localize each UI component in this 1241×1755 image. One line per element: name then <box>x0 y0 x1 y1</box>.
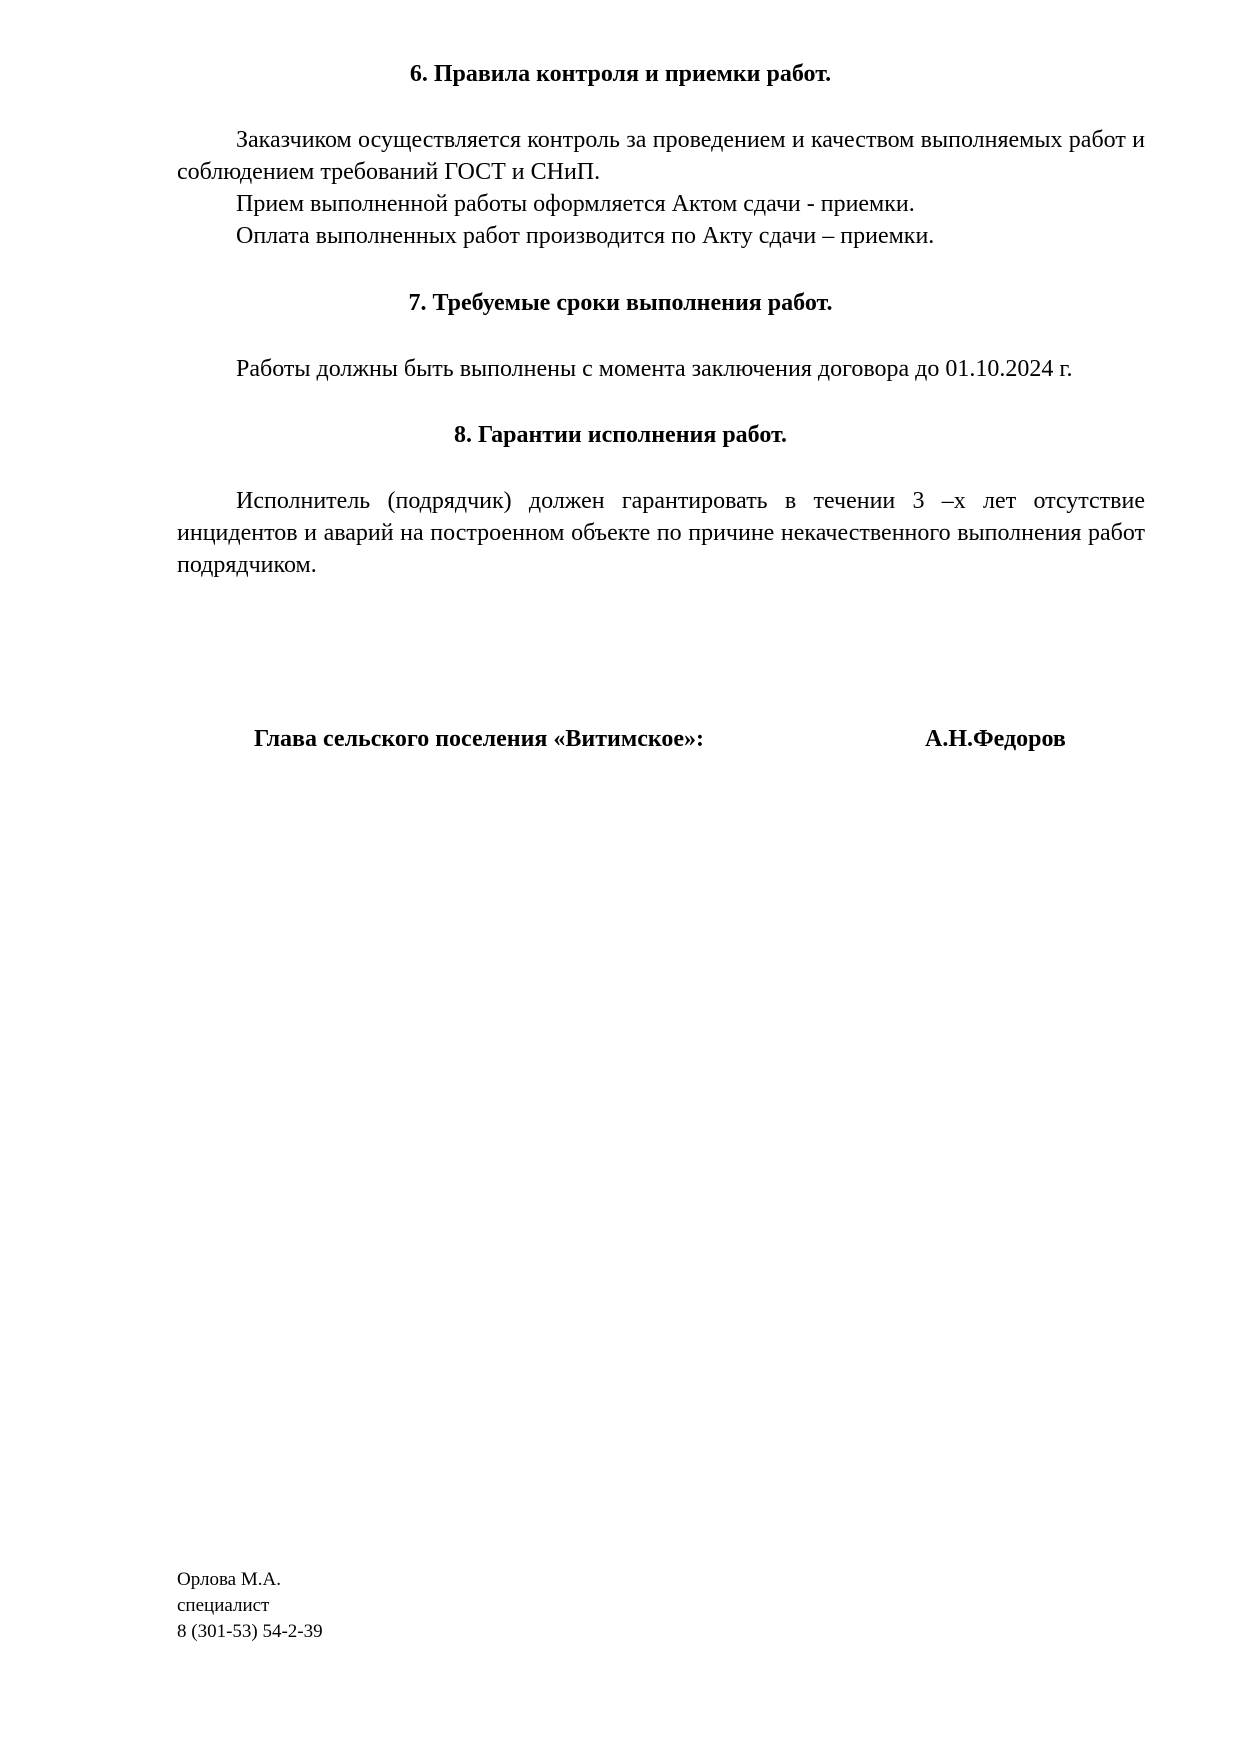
section-7-heading: 7. Требуемые сроки выполнения работ. <box>408 290 833 316</box>
contact-name: Орлова М.А. <box>177 1569 281 1590</box>
section-6-paragraph-1 <box>177 124 1145 188</box>
section-8-heading: 8. Гарантии исполнения работ. <box>453 422 788 448</box>
signature-position: Глава сельского поселения «Витимское»: <box>254 726 704 752</box>
contact-role: специалист <box>177 1595 270 1616</box>
section-7-paragraph-1: Работы должны быть выполнены с момента заключения договора до 01.10.2024 г. <box>236 356 1073 382</box>
signature-name: А.Н.Федоров <box>925 726 1066 752</box>
section-8-paragraph-1 <box>177 485 1145 581</box>
section-6-paragraph-2: Прием выполненной работы оформляется Актом сдачи - приемки. <box>236 191 915 217</box>
section-6-heading: 6. Правила контроля и приемки работ. <box>409 61 832 87</box>
section-6-paragraph-3: Оплата выполненных работ производится по Акту сдачи – приемки. <box>236 223 935 249</box>
section-8-paragraph-1-text: Исполнитель (подрядчик) должен гарантировать в течении 3 –х лет отсутствие инцидентов и аварий на построенном объекте по причине некачественного выполнения работ подрядчиком. <box>177 488 1145 578</box>
contact-phone: 8 (301-53) 54-2-39 <box>177 1621 323 1642</box>
section-6-paragraph-1-text: Заказчиком осуществляется контроль за проведением и качеством выполняемых работ и соблюдением требований ГОСТ и СНиП. <box>177 127 1145 185</box>
